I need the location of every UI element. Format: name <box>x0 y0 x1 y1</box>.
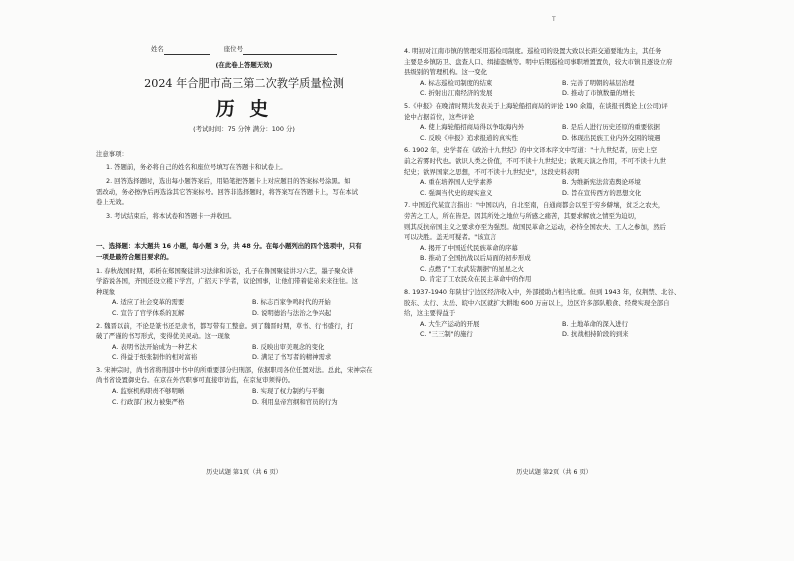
q2-option-a[interactable]: A. 表明书法开始成为一种艺术 <box>112 342 198 351</box>
question-6-line: 前之若雾时代也。欲识人类之价值，不可不读十九世纪史；欲观天演之作用，不可不读十九世 <box>404 156 667 165</box>
question-3-line: 3. 宋神宗时，尚书省将刑部中书中的所重要部分归刑部，依据职司各位任置对法。总此，宋神宗在 <box>96 365 373 374</box>
instruction-2-cont: 需改动，务必擦净后再选涂其它答案标号。回答非选择题时，将答案写在答题卡上，写在本试 <box>96 187 359 196</box>
instruction-2-end: 卷上无效。 <box>96 198 128 207</box>
question-4-line: 4. 明初对江南市镇的管理采用巡检司制度。巡检司的设置大致以长距交通要地为主，其任务 <box>404 47 662 55</box>
question-7-line: 7. 中国近代某宣言指出："中国以内，自北至南，自通商都会以至于穷乡僻壤，贫乏之农夫， <box>404 201 665 210</box>
question-6-line: 6. 1902 年，史学者在《政治十九世纪》的中文译本序文中写道："十九世纪者，历史上空 <box>404 146 658 155</box>
question-5 <box>404 101 704 143</box>
q3-option-a[interactable]: A. 监察机构职责不够明晰 <box>112 387 185 396</box>
q6-option-d[interactable]: D. 旨在宣传西方的思想文化 <box>562 188 642 197</box>
question-8-line: 8. 1937-1940 年陕甘宁边区经济收入中，外部援助占相当比重。但到 1943 年，仅荆禁、北谷、 <box>404 288 681 297</box>
q8-option-d[interactable]: D. 抗战相持阶段的到来 <box>562 330 629 339</box>
q1-option-d[interactable]: D. 说明德治与法治之争兴起 <box>252 308 332 317</box>
invalid-notice: (在此卷上答题无效) <box>215 60 273 69</box>
time-score: (考试时间：75 分钟 满分：100 分) <box>193 125 295 134</box>
exam-title: 2024 年合肥市高三第二次教学质量检测 <box>144 77 344 91</box>
q1-option-a[interactable]: A. 适应了社会变革的需要 <box>112 298 185 307</box>
q8-option-a[interactable]: A. 大生产运动的开展 <box>420 319 480 328</box>
question-7 <box>404 200 704 285</box>
question-7-line: 劳苦之工人，所在皆是。因其所处之地位与所感之痛苦，其要求解放之情至为迫切， <box>404 211 641 220</box>
question-8-line: 胶东、太行、太岳、皖中六区就扩大耕地 600 万亩以上，边区许多部队粮食、经费实现全部自 <box>404 298 670 307</box>
question-4-options <box>404 78 704 99</box>
q6-option-c[interactable]: C. 强调当代史的现实意义 <box>420 188 493 197</box>
question-7-line: 则其反抗帝国主义之要求亦至为强烈。故国民革命之运动，必恃全国农夫、工人之参加，然后 <box>404 222 667 231</box>
q5-option-b[interactable]: B. 是后人进行历史还原的重要依据 <box>562 123 660 132</box>
q3-option-c[interactable]: C. 行政部门权力被集严格 <box>112 397 185 406</box>
section-heading-line2: 一项是最符合题目要求的。 <box>96 252 173 261</box>
name-blank[interactable] <box>164 46 210 55</box>
instructions <box>96 149 392 222</box>
q3-option-b[interactable]: B. 实现了权力制约与平衡 <box>252 387 325 396</box>
name-seat-row <box>96 44 392 55</box>
section-heading-line1: 一、选择题：本大题共 16 小题，每小题 3 分，共 48 分。在每小题列出的四个选项中，只有 <box>96 242 362 251</box>
question-5-options <box>404 122 704 143</box>
q4-option-a[interactable]: A. 标志巡检司制度的结束 <box>420 78 493 87</box>
q4-option-d[interactable]: D. 推动了市镇数量的增长 <box>562 89 635 98</box>
page-1-footer: 历史试题 第1页（共 6 页） <box>206 469 282 476</box>
seat-label: 座位号 <box>223 45 243 53</box>
q7-option-c[interactable]: C. 点燃了"工农武装割据"的星星之火 <box>420 264 524 273</box>
question-1-options <box>96 297 392 318</box>
q6-option-b[interactable]: B. 为维新宪法营造舆论环境 <box>562 178 641 187</box>
question-1-line: 种现象 <box>96 287 116 296</box>
question-6 <box>404 145 704 198</box>
question-7-line: 可以决胜。盖无可疑者。"该宣言 <box>404 233 497 242</box>
q5-option-d[interactable]: D. 体现出民族工业内外交困的境遇 <box>562 133 661 142</box>
name-field[interactable] <box>151 44 210 55</box>
page-2 <box>404 0 704 561</box>
instruction-2: 2. 回答选择题时，选出每小题答案后，用铅笔把答题卡上对应题目的答案标号涂黑。如 <box>106 176 351 185</box>
question-4-line: 县级别的管理机构。这一变化 <box>404 68 488 77</box>
question-2-options <box>96 342 392 363</box>
q6-option-a[interactable]: A. 重在培养国人史学素养 <box>420 178 493 187</box>
question-8 <box>404 287 704 340</box>
question-1 <box>96 266 392 319</box>
q1-option-c[interactable]: C. 宣告了官学体系的瓦解 <box>112 308 185 317</box>
instruction-3: 3. 考试结束后，将本试卷和答题卡一并收回。 <box>106 211 236 220</box>
name-label: 姓名 <box>151 45 164 53</box>
q8-option-b[interactable]: B. 土地革命的深入进行 <box>562 319 628 328</box>
question-4-line: 主要是乡镇防卫、盘查人口、缉捕盗贼等。明中后期巡检司事职增置置负，较大市镇且逐设立府 <box>404 57 673 66</box>
seat-blank[interactable] <box>243 46 337 55</box>
question-3-options <box>96 386 392 407</box>
q5-option-a[interactable]: A. 使上海轮船招商局得以争取海内外 <box>420 123 525 132</box>
q7-option-b[interactable]: B. 推动了全国抗战以后局面的初步形成 <box>420 254 531 263</box>
instruction-1: 1. 答题前，务必将自己的姓名和座位号填写在答题卡和试卷上。 <box>106 163 287 172</box>
q5-option-c[interactable]: C. 反映《申报》追求报道的真实性 <box>420 133 518 142</box>
q2-option-c[interactable]: C. 得益于纸张制作的相对富裕 <box>112 353 198 362</box>
q2-option-d[interactable]: D. 满足了书写者的精神需求 <box>252 353 332 362</box>
question-6-options <box>404 177 704 198</box>
q2-option-b[interactable]: B. 反映出审美观念的变化 <box>252 342 325 351</box>
page-1 <box>96 0 392 561</box>
question-6-line: 纪史；欲界国家之思想，不可不读十九世纪史"，这段史料表明 <box>404 167 580 176</box>
question-5-line: 5.《申报》在晚清时期共发表关于上海轮船招商局的评论 190 余篇，在谈报刊舆论上(公司)评 <box>404 101 668 110</box>
q7-option-d[interactable]: D. 肯定了工农民众在民主革命中的作用 <box>420 275 532 284</box>
page-2-footer: 历史试题 第2页（共 6 页） <box>516 469 592 476</box>
instructions-heading: 注意事项： <box>96 149 128 158</box>
corner-mark: T <box>552 16 556 23</box>
question-7-options <box>404 243 704 285</box>
question-8-line: 给，这主要得益于 <box>404 309 456 318</box>
section-heading <box>96 241 392 262</box>
question-2 <box>96 321 392 363</box>
question-5-line: 论中占据首位，这些评论 <box>404 112 475 121</box>
q8-option-c[interactable]: C. "三三制"的施行 <box>420 330 473 339</box>
q4-option-b[interactable]: B. 完善了明朝的基层治理 <box>562 78 635 87</box>
question-2-line: 破了严谨的书写形式，变得优美灵动。这一现象 <box>96 332 231 341</box>
question-4 <box>404 46 704 99</box>
question-3 <box>96 365 392 407</box>
question-1-line: 1. 春秋战国时期，邓析在郑国聚徒讲习法律和诉讼，孔子在鲁国聚徒讲习六艺，墨子聚众讲 <box>96 266 354 275</box>
question-1-line: 学游说各国，齐国还设立稷下学宫，广招天下学者，议论国事，让他们带着徒弟来来往往。这 <box>96 277 359 286</box>
subject-title: 历 史 <box>215 98 273 121</box>
q4-option-c[interactable]: C. 折射出江南经济的发展 <box>420 89 493 98</box>
seat-field[interactable] <box>224 44 337 55</box>
q7-option-a[interactable]: A. 揭开了中国近代民族革命的序幕 <box>420 243 518 252</box>
question-8-options <box>404 319 704 340</box>
q3-option-d[interactable]: D. 利用皇帝宫纲和官员的行为 <box>252 397 338 406</box>
question-3-line: 尚书省设置御史台。在京在外宫职事可直接审访监，在京复审须得仍。 <box>96 376 295 385</box>
q1-option-b[interactable]: B. 标志百家争鸣时代的开始 <box>252 298 331 307</box>
question-2-line: 2. 魏晋以前，不论是篆书还是隶书，都写带有工整意。到了魏晋时期，草书、行书盛行，打 <box>96 321 354 330</box>
